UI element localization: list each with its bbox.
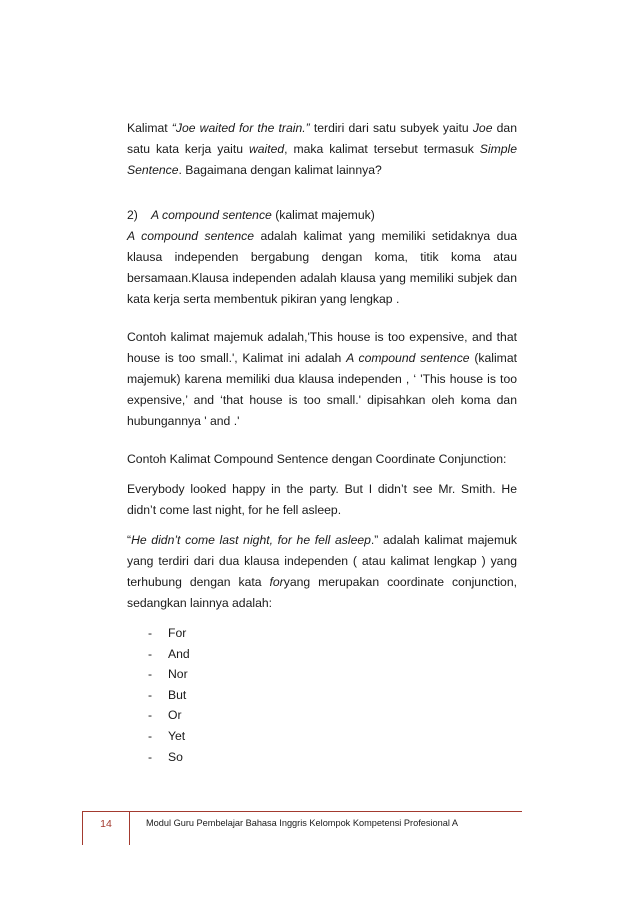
quoted-example: He didn’t come last night, for he fell asleep [131,533,371,547]
list-item [148,664,517,685]
paragraph-simple-sentence [127,118,517,181]
text-run: “ [127,533,132,547]
footer-rule [82,811,522,812]
page-footer [82,811,522,845]
list-item-label: So [168,749,183,764]
subject-term: Joe [472,121,493,135]
paragraph-example-explanation [127,530,517,614]
section-title-suffix: (kalimat majemuk) [271,208,375,222]
text-run: Contoh kalimat majemuk adalah,'This house is too expensive, and that house is too small.', Kalimat ini adalah [127,330,517,365]
paragraph-example-heading: Contoh Kalimat Compound Sentence dengan Coordinate Conjunction: [127,452,507,466]
simple-sentence-term: Simple Sentence [127,142,517,177]
text-run: Kalimat [127,121,172,135]
page-number: 14 [100,818,112,830]
example-sentence: “Joe waited for the train.” [171,121,310,135]
list-item [148,747,517,768]
for-term: for [269,575,284,589]
text-run: . Bagaimana dengan kalimat lainnya? [178,163,382,177]
list-bullet: - [148,708,153,723]
paragraph-compound-definition [127,226,517,310]
list-item-label: But [168,687,187,702]
page-content [127,118,517,767]
list-item-label: Nor [168,667,188,682]
list-item-label: Yet [168,728,186,743]
paragraph-compound-example [127,327,517,432]
text-run: (kalimat majemuk) karena memiliki dua klausa independen , ‘ 'This house is too expensive,’ and ‘that house is too small.' dipisahkan oleh koma dan hubungannya ' and .' [127,351,517,428]
compound-sentence-term: A compound sentence [127,229,254,243]
text-run: terdiri dari satu subyek yaitu [309,121,473,135]
list-bullet: - [148,728,153,743]
list-bullet: - [148,626,153,640]
list-bullet: - [148,687,153,702]
list-item-label: And [168,646,190,661]
list-item [148,705,517,726]
section-number: 2) [127,208,138,222]
list-bullet: - [148,667,153,682]
text-run: , maka kalimat tersebut termasuk [284,142,480,156]
list-item [148,644,517,665]
text-run: dan satu kata kerja yaitu [127,121,517,156]
text-run: yang merupakan coordinate conjunction, sedangkan lainnya adalah: [127,575,517,610]
verb-term: waited [248,142,285,156]
paragraph-example-text: Everybody looked happy in the party. But I didn’t see Mr. Smith. He didn’t come last night, for he fell asleep. [127,482,517,517]
section-title: A compound sentence [151,208,272,222]
text-run: adalah kalimat yang memiliki setidaknya dua klausa independen bergabung dengan koma, titik koma atau bersamaan.Klausa independen adalah klausa yang memiliki subjek dan kata kerja serta membentuk pikiran yang lengkap . [127,229,517,306]
list-item [148,726,517,747]
text-run: .” adalah kalimat majemuk yang terdiri dari dua klausa independen ( atau kalimat lengkap ) yang terhubung dengan kata [127,533,517,589]
page-number-box [82,812,130,845]
footer-title: Modul Guru Pembelajar Bahasa Inggris Kelompok Kompetensi Profesional A [146,818,459,828]
section-heading [127,205,517,226]
conjunction-list [127,623,517,767]
list-item-label: Or [168,708,182,723]
compound-sentence-term: A compound sentence [346,351,470,365]
list-item-label: For [168,626,187,640]
list-bullet: - [148,749,153,764]
list-item [148,685,517,706]
list-item [148,623,517,644]
list-bullet: - [148,646,153,661]
